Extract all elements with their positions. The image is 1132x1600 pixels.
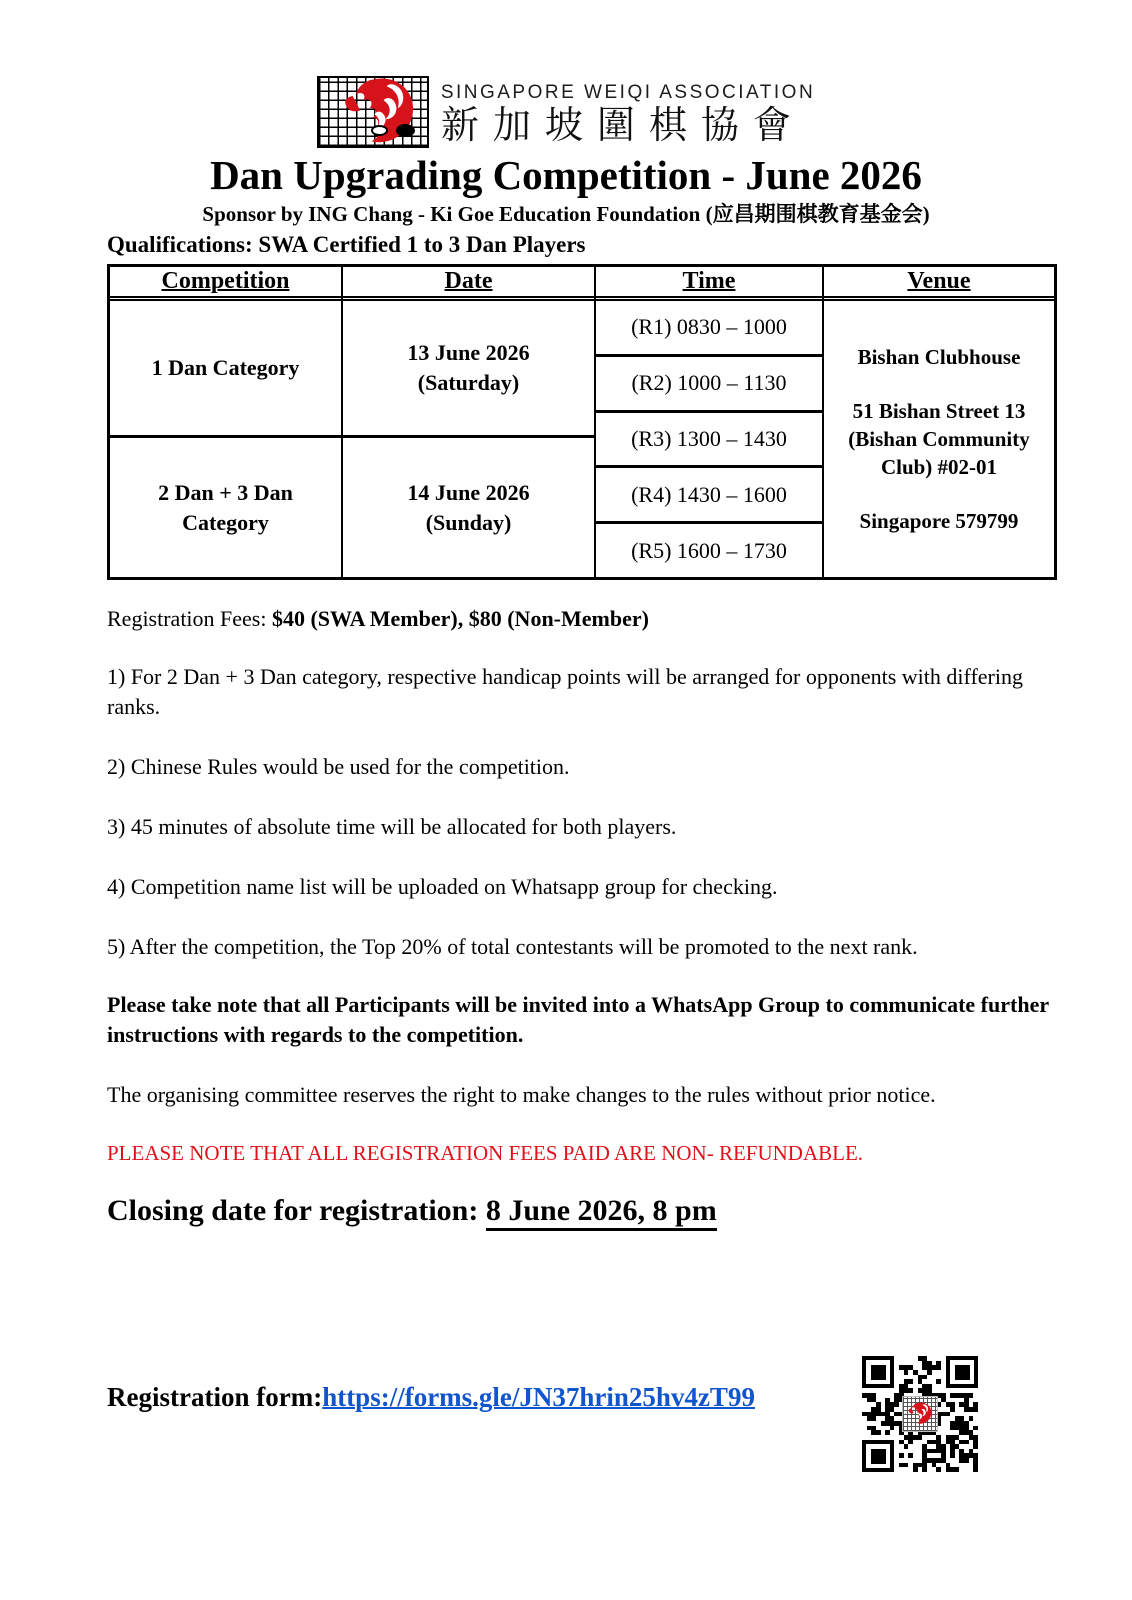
- registration-form-label: Registration form:: [107, 1382, 323, 1412]
- closing-date-label: Closing date for registration:: [107, 1194, 486, 1227]
- column-header-venue: Venue: [824, 267, 1054, 301]
- venue-postal: Singapore 579799: [859, 509, 1019, 533]
- category-2-3-dan-cell: 2 Dan + 3 Dan Category: [158, 479, 293, 535]
- schedule-table: [107, 264, 1057, 580]
- page-title: Dan Upgrading Competition - June 2026: [210, 152, 922, 198]
- association-name: SINGAPORE WEIQI ASSOCIATION: [440, 82, 816, 103]
- qr-center-logo-icon: [902, 1396, 938, 1432]
- category-1-dan-cell: 1 Dan Category: [110, 301, 341, 438]
- column-header-time: Time: [596, 267, 822, 301]
- venue-name: Bishan Clubhouse: [857, 345, 1021, 369]
- time-slot-r3: (R3) 1300 – 1430: [596, 413, 822, 469]
- note-3: 3) 45 minutes of absolute time will be allocated for both players.: [107, 814, 677, 839]
- date-column: [343, 267, 596, 577]
- qr-finder-bottom-left-icon: [862, 1440, 894, 1472]
- fees-value: $40 (SWA Member), $80 (Non-Member): [271, 606, 649, 631]
- whatsapp-note: Please take note that all Participants will be invited into a WhatsApp Group to communicate further instructions with regards to the competition.: [107, 992, 1049, 1047]
- registration-fees-line: [107, 604, 1060, 634]
- qualifications-line: Qualifications: SWA Certified 1 to 3 Dan Players: [107, 232, 586, 257]
- time-slot-r5: (R5) 1600 – 1730: [631, 537, 787, 563]
- swa-logo: [0, 0, 1132, 148]
- black-stone-icon: [396, 124, 415, 137]
- white-stone-icon: [371, 125, 388, 136]
- time-slot-r4: (R4) 1430 – 1600: [596, 468, 822, 524]
- qr-finder-top-right-icon: [946, 1356, 978, 1388]
- registration-form-link[interactable]: https://forms.gle/JN37hrin25hv4zT99: [322, 1382, 755, 1412]
- time-slot-r2: (R2) 1000 – 1130: [596, 357, 822, 413]
- closing-date-value: 8 June 2026, 8 pm: [486, 1194, 717, 1231]
- qr-code: [862, 1356, 978, 1472]
- closing-date-line: [107, 1190, 1060, 1232]
- time-slot-r1: (R1) 0830 – 1000: [596, 301, 822, 357]
- competition-column: [110, 267, 343, 577]
- venue-column: [824, 267, 1054, 577]
- venue-cell: [824, 301, 1054, 577]
- note-1: 1) For 2 Dan + 3 Dan category, respective handicap points will be arranged for opponents with differing ranks.: [107, 664, 1023, 719]
- note-4: 4) Competition name list will be uploaded on Whatsapp group for checking.: [107, 874, 778, 899]
- go-board-icon: [317, 76, 429, 148]
- fees-label: Registration Fees:: [107, 606, 272, 631]
- note-2: 2) Chinese Rules would be used for the competition.: [107, 754, 570, 779]
- column-header-competition: Competition: [110, 267, 341, 301]
- date-cell-sunday: 14 June 2026 (Sunday): [407, 479, 530, 535]
- association-name-chinese: 新加坡圍棋協會: [440, 105, 805, 147]
- refund-warning: PLEASE NOTE THAT ALL REGISTRATION FEES PAID ARE NON- REFUNDABLE.: [107, 1141, 864, 1165]
- column-header-date: Date: [343, 267, 594, 301]
- date-cell-saturday: 13 June 2026 (Saturday): [343, 301, 594, 438]
- qr-finder-top-left-icon: [862, 1356, 894, 1388]
- note-5: 5) After the competition, the Top 20% of total contestants will be promoted to the next rank.: [107, 934, 918, 959]
- merlion-icon: [333, 74, 425, 152]
- merlion-mini-icon: [907, 1401, 933, 1427]
- venue-address: 51 Bishan Street 13 (Bishan Community Club) #02-01: [848, 399, 1030, 479]
- committee-note: The organising committee reserves the right to make changes to the rules without prior notice.: [107, 1082, 936, 1107]
- sponsor-line: Sponsor by ING Chang - Ki Goe Education Foundation (应昌期围棋教育基金会): [202, 202, 930, 226]
- time-column: [596, 267, 824, 577]
